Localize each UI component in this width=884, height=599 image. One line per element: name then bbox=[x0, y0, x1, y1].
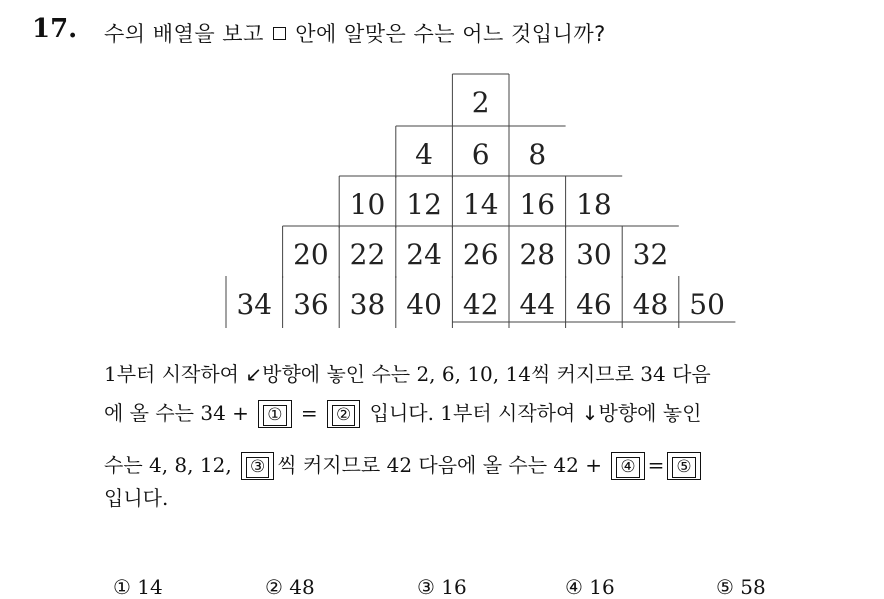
triangle-number: 20 bbox=[293, 238, 329, 271]
triangle-number: 38 bbox=[349, 288, 386, 321]
line1-text-b: 방향에 놓인 수는 2, 6, 10, 14씩 커지므로 34 다음 bbox=[262, 362, 711, 386]
triangle-number: 12 bbox=[406, 188, 442, 221]
question-number: 17. bbox=[32, 14, 78, 44]
line3-text-a: 수는 4, 8, 12, bbox=[104, 453, 232, 477]
explanation-line-4: 입니다. bbox=[104, 486, 169, 510]
triangle-number: 34 bbox=[236, 288, 273, 321]
triangle-number: 46 bbox=[576, 288, 612, 321]
explanation-line-3 bbox=[104, 452, 704, 480]
triangle-number: 6 bbox=[471, 138, 490, 171]
line2-text-b: 입니다. 1부터 시작하여 bbox=[369, 401, 576, 425]
choice-4[interactable]: ④ 16 bbox=[565, 575, 615, 599]
explanation-line-1 bbox=[104, 364, 711, 384]
explanation-line-2 bbox=[104, 400, 701, 428]
line2-text-a: 에 올 수는 34 + bbox=[104, 401, 249, 425]
answer-box-3: ③ bbox=[241, 452, 274, 480]
down-arrow-icon: ↓ bbox=[581, 401, 599, 425]
triangle-number: 26 bbox=[462, 238, 499, 271]
line2-text-c: 방향에 놓인 bbox=[598, 401, 702, 425]
diagonal-arrow-icon: ↙ bbox=[245, 362, 263, 386]
triangle-number: 14 bbox=[462, 188, 499, 221]
answer-box-4: ④ bbox=[611, 452, 644, 480]
choice-2[interactable]: ② 48 bbox=[265, 575, 315, 599]
triangle-number: 18 bbox=[576, 188, 612, 221]
triangle-number: 42 bbox=[462, 288, 499, 321]
triangle-number: 4 bbox=[415, 138, 434, 171]
triangle-number: 2 bbox=[471, 86, 490, 119]
triangle-number: 24 bbox=[406, 238, 442, 271]
question-text-after: 안에 알맞은 수는 어느 것입니까? bbox=[295, 22, 606, 46]
triangle-numbers bbox=[236, 86, 724, 321]
triangle-number: 36 bbox=[293, 288, 329, 321]
choice-5[interactable]: ⑤ 58 bbox=[716, 575, 766, 599]
triangle-number: 44 bbox=[519, 288, 556, 321]
triangle-number: 48 bbox=[632, 288, 669, 321]
answer-box-1: ① bbox=[258, 400, 291, 428]
choice-3[interactable]: ③ 16 bbox=[417, 575, 467, 599]
line3-text-b: 씩 커지므로 42 다음에 올 수는 42 + bbox=[277, 453, 602, 477]
triangle-number: 22 bbox=[349, 238, 386, 271]
triangle-number: 28 bbox=[519, 238, 556, 271]
triangle-number: 30 bbox=[576, 238, 612, 271]
equals-sign: = bbox=[300, 401, 318, 425]
answer-box-2: ② bbox=[327, 400, 360, 428]
triangle-number: 32 bbox=[632, 238, 669, 271]
triangle-number: 40 bbox=[406, 288, 442, 321]
answer-box-5: ⑤ bbox=[667, 452, 700, 480]
line1-text-a: 1부터 시작하여 bbox=[104, 362, 240, 386]
equals-sign-2: = bbox=[647, 453, 665, 477]
choice-1[interactable]: ① 14 bbox=[113, 575, 163, 599]
triangle-number: 10 bbox=[349, 188, 386, 221]
question-text-before: 수의 배열을 보고 bbox=[104, 22, 264, 46]
triangle-number: 8 bbox=[528, 138, 547, 171]
triangle-number: 16 bbox=[519, 188, 556, 221]
triangle-number: 50 bbox=[689, 288, 725, 321]
